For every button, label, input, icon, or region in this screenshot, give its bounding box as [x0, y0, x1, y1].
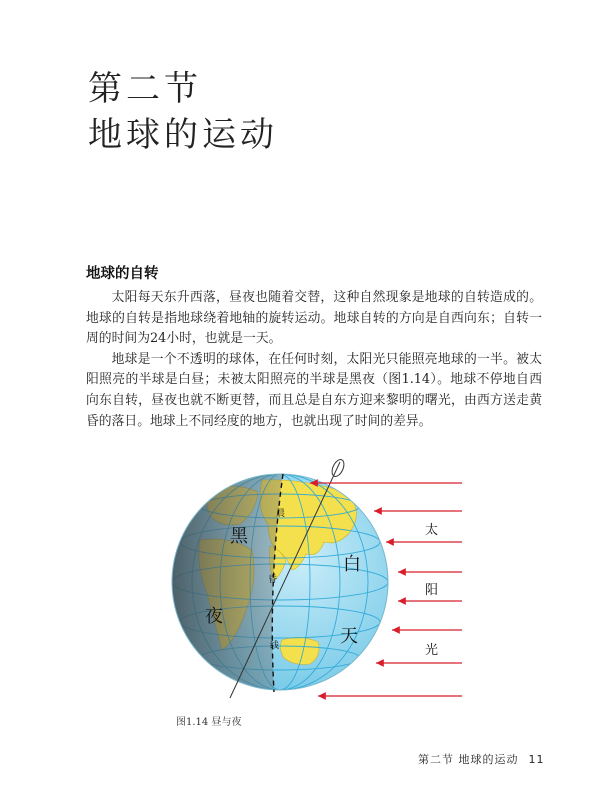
rotation-indicator [330, 458, 347, 479]
night-hemisphere [160, 470, 286, 694]
night-label-2: 夜 [205, 606, 223, 627]
paragraph-2: 地球是一个不透明的球体，在任何时刻，太阳光只能照亮地球的一半。被太阳照亮的半球是白昼；未被太阳照亮的半球是黑夜（图1.14）。地球不停地自西向东自转，昼夜也就不断更替，而且总是自东方迎来黎明的曙光，由西方送走黄昏的落日。地球上不同经度的地方，也就出现了时间的差异。 [86, 351, 542, 429]
page-footer [418, 751, 545, 767]
figure-caption: 图1.14 昼与夜 [176, 717, 242, 728]
chapter-title [88, 66, 278, 158]
chapter-name: 地球的运动 [88, 115, 278, 155]
day-label-1: 白 [343, 554, 361, 575]
body-text [86, 288, 542, 432]
terminator-label-1: 晨 [276, 509, 286, 519]
section-heading: 地球的自转 [86, 266, 159, 282]
footer-section-label: 第二节 地球的运动 [418, 753, 519, 766]
day-night-figure [0, 450, 600, 730]
paragraph-1: 太阳每天东升西落，昼夜也随着交替，这种自然现象是地球的自转造成的。地球的自转是指地球绕着地轴的旋转运动。地球自转的方向是自西向东；自转一周的时间为24小时，也就是一天。 [86, 290, 542, 347]
page-number: 11 [528, 753, 545, 766]
sun-label-2: 阳 [425, 583, 439, 598]
night-label-1: 黑 [230, 526, 248, 547]
sun-label-3: 光 [425, 643, 439, 658]
day-label-2: 天 [340, 626, 358, 647]
terminator-label-2: 昏 [268, 575, 278, 585]
sun-label-1: 太 [425, 523, 439, 538]
chapter-number: 第二节 [88, 69, 202, 109]
terminator-label-3: 线 [270, 641, 280, 651]
